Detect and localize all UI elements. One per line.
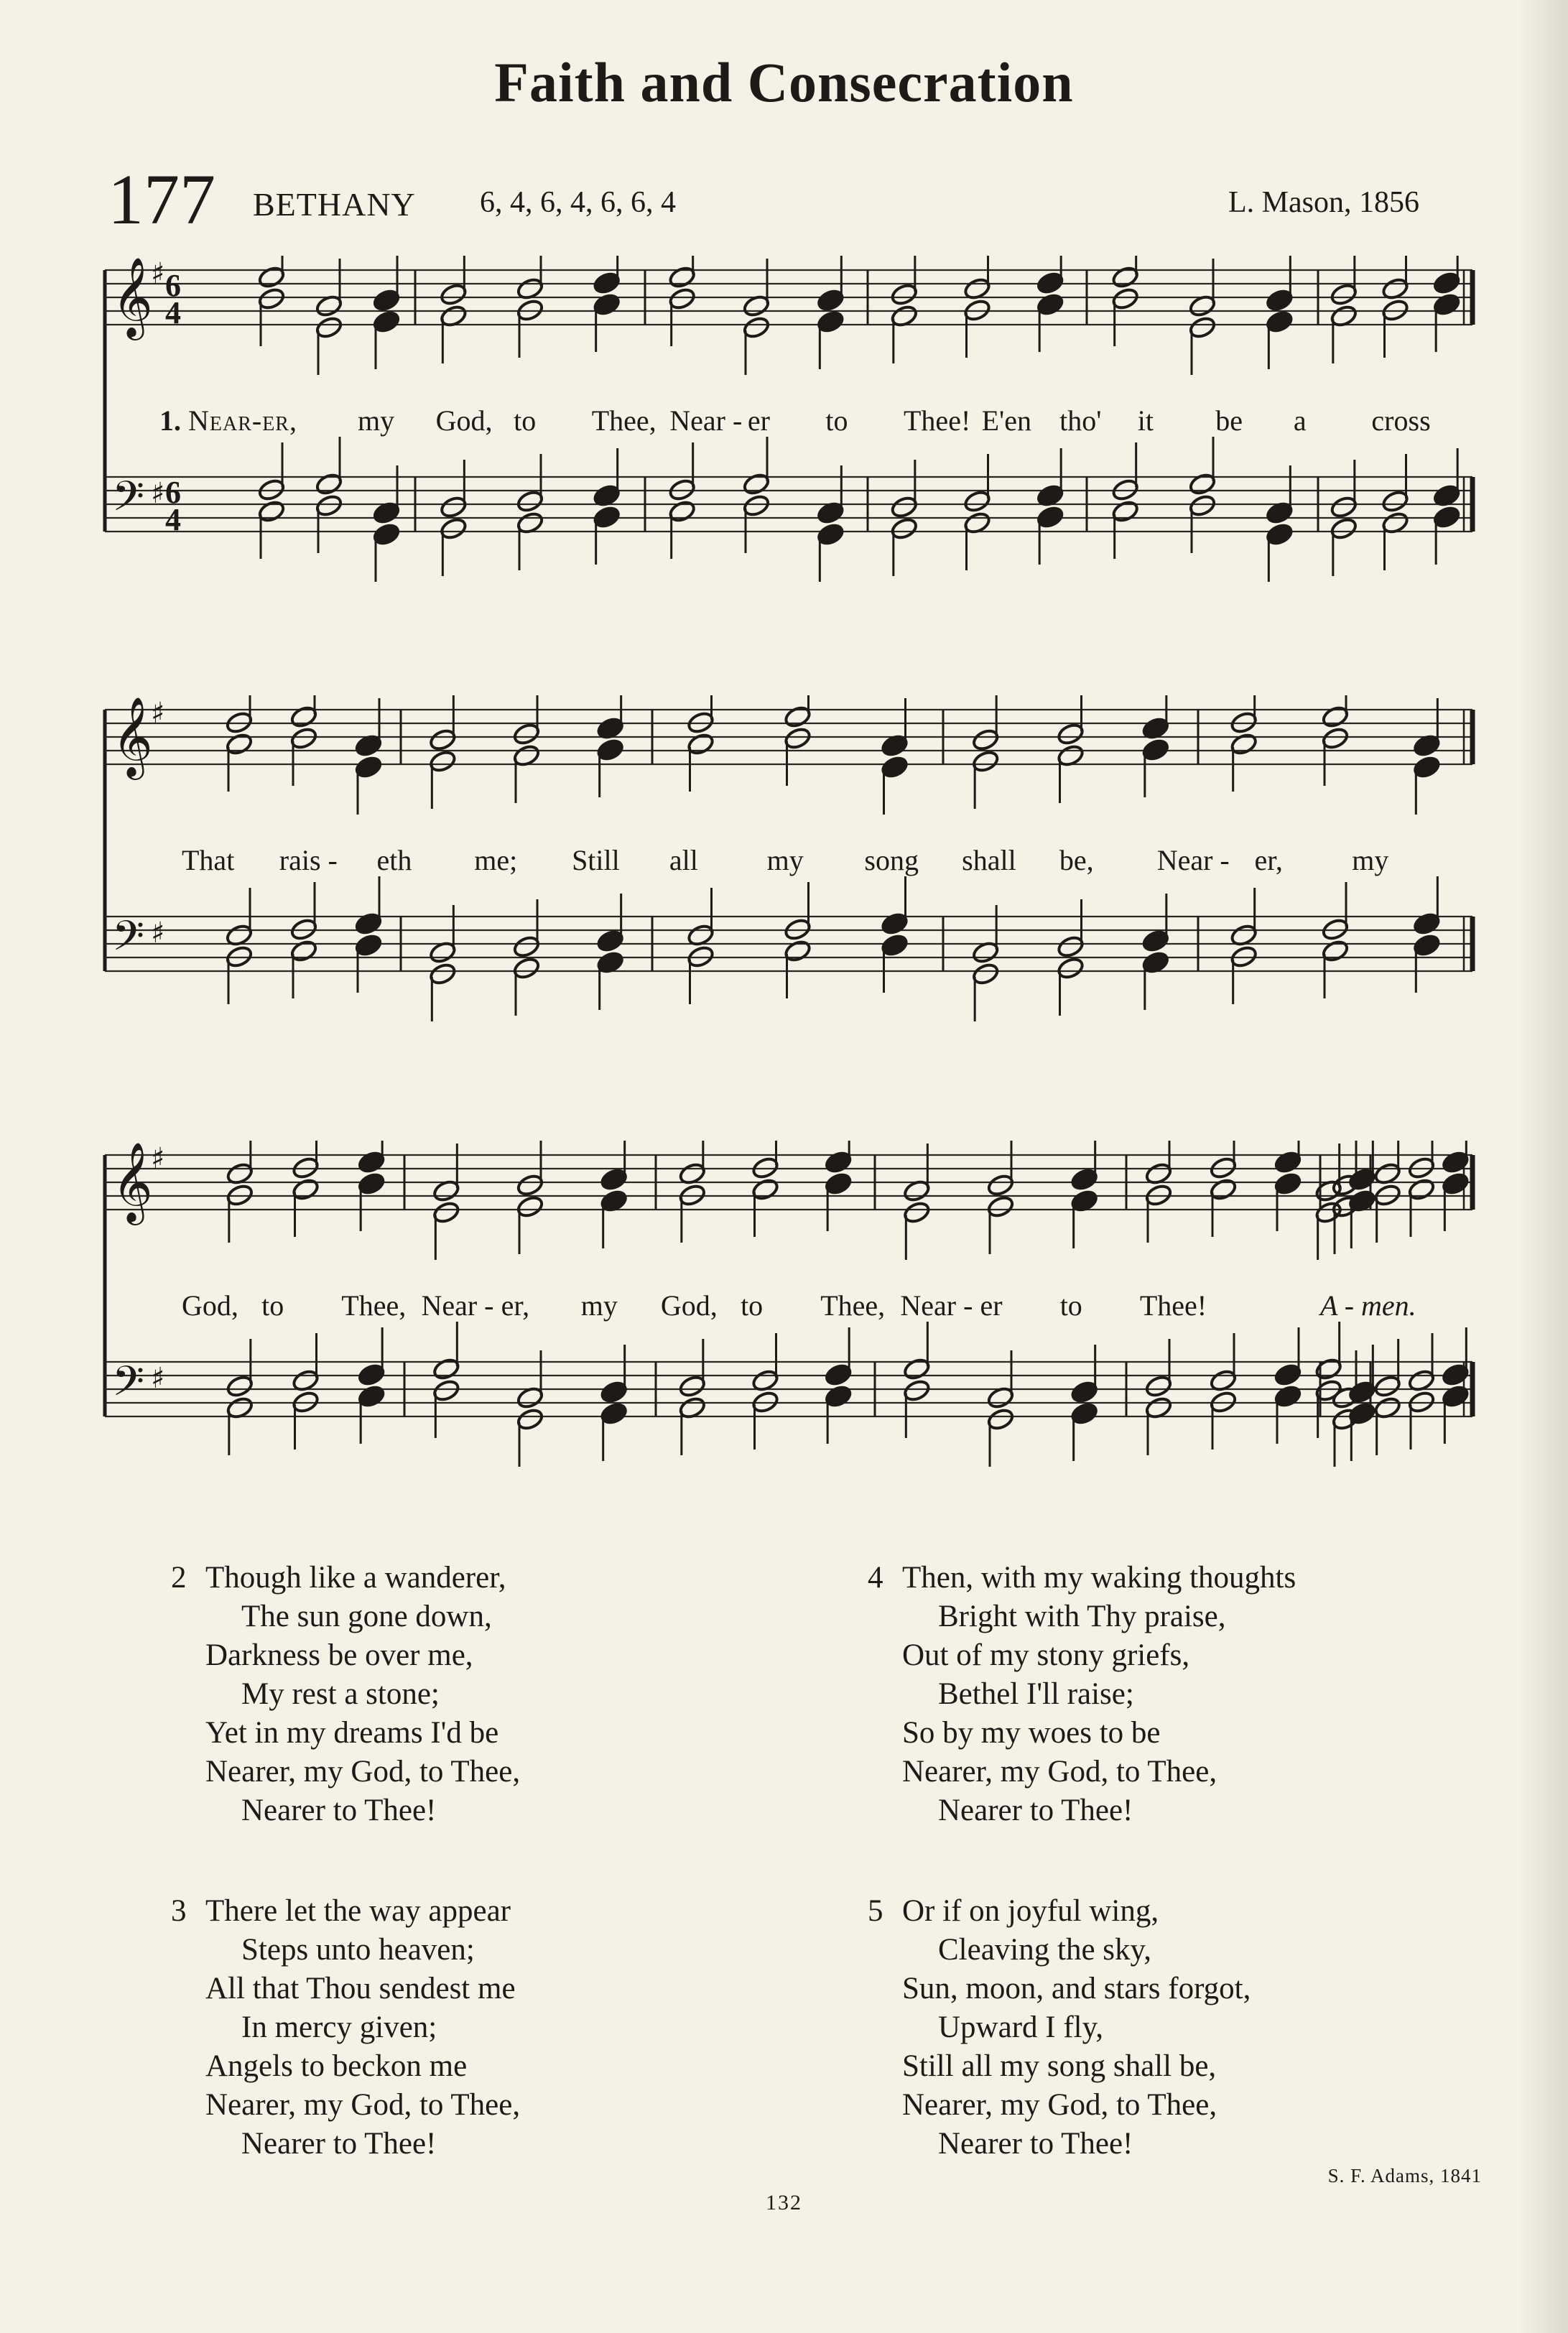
author-credit: S. F. Adams, 1841 xyxy=(1327,2165,1482,2186)
stanza-line: All that Thou sendest me xyxy=(205,1972,516,2005)
stanza-line: Nearer, my God, to Thee, xyxy=(902,1755,1217,1789)
lyric-syllable: my xyxy=(580,1289,618,1322)
lyric-syllable: cross xyxy=(1371,404,1431,437)
page-number: 132 xyxy=(766,2191,802,2214)
lyric-syllable: Thee! xyxy=(904,404,971,437)
stanza-number: 3 xyxy=(171,1894,187,1928)
stanza-line: Nearer, my God, to Thee, xyxy=(205,2088,521,2122)
lyric-syllable: my xyxy=(358,404,395,437)
stanza-line: There let the way appear xyxy=(205,1894,511,1928)
lyric-syllable: be xyxy=(1215,404,1243,437)
stanza-line: Darkness be over me, xyxy=(205,1638,473,1672)
lyric-syllable: to xyxy=(514,404,537,437)
sharp-icon: ♯ xyxy=(151,477,165,510)
verse-number-label: 1. xyxy=(159,404,181,437)
composer-credit: L. Mason, 1856 xyxy=(1228,186,1419,219)
bass-clef-icon: 𝄢 xyxy=(112,472,145,531)
sharp-icon: ♯ xyxy=(151,917,165,950)
verse-number xyxy=(159,404,297,437)
treble-clef-icon: 𝄞 xyxy=(112,1141,153,1222)
lyric-syllable: eth xyxy=(376,844,412,876)
stanza-line: Nearer to Thee! xyxy=(241,2127,437,2161)
stanza-line: The sun gone down, xyxy=(241,1600,492,1633)
treble-clef-icon: 𝄞 xyxy=(112,696,153,776)
stanza-line: Nearer to Thee! xyxy=(938,2127,1133,2161)
lyric-syllable: Near - xyxy=(669,404,743,437)
lyric-syllable: Thee, xyxy=(820,1289,886,1322)
treble-clef-icon: 𝄞 xyxy=(112,256,153,337)
time-signature-top: 6 xyxy=(165,475,181,510)
lyric-syllable: That xyxy=(182,844,235,876)
sharp-icon: ♯ xyxy=(151,1142,165,1175)
stanza-line: Angels to beckon me xyxy=(205,2049,468,2083)
lyric-first-word: Near-er, xyxy=(188,404,297,437)
music-system-3 xyxy=(99,1141,1478,1478)
meter: 6, 4, 6, 4, 6, 6, 4 xyxy=(480,186,676,219)
stanza-line: Nearer, my God, to Thee, xyxy=(205,1755,521,1789)
lyric-syllable: E'en xyxy=(981,404,1031,437)
sharp-icon: ♯ xyxy=(151,1362,165,1395)
sharp-icon: ♯ xyxy=(151,697,165,730)
lyric-syllable: Thee! xyxy=(1139,1289,1207,1322)
bass-clef-icon: 𝄢 xyxy=(112,912,145,970)
stanza-line: Though like a wanderer, xyxy=(205,1561,506,1595)
stanza-line: So by my woes to be xyxy=(902,1716,1161,1750)
lyric-syllable: be, xyxy=(1059,844,1094,876)
lyric-syllable: er, xyxy=(501,1289,530,1322)
stanza-number: 4 xyxy=(868,1561,883,1595)
lyric-syllable: a xyxy=(1293,404,1307,437)
stanza-line: Nearer, my God, to Thee, xyxy=(902,2088,1217,2122)
lyric-syllable: Still xyxy=(572,844,620,876)
lyric-syllable: shall xyxy=(962,844,1016,876)
lyric-syllable: me; xyxy=(474,844,518,876)
stanza-line: Out of my stony griefs, xyxy=(902,1638,1190,1672)
stanza-line: Nearer to Thee! xyxy=(241,1794,437,1827)
lyric-syllable: Thee, xyxy=(591,404,657,437)
stanza-line: Or if on joyful wing, xyxy=(902,1894,1159,1928)
lyric-syllable: Near - xyxy=(900,1289,973,1322)
stanza-2 xyxy=(171,1559,520,1830)
lyric-syllable: God, xyxy=(435,404,493,437)
tune-name: BETHANY xyxy=(253,186,416,223)
lyric-syllable: to xyxy=(1059,1289,1082,1322)
lyric-syllable: it xyxy=(1137,404,1154,437)
lyric-syllable: Near - xyxy=(421,1289,494,1322)
lyric-syllable: er xyxy=(980,1289,1003,1322)
lyric-syllable: Thee, xyxy=(341,1289,407,1322)
stanza-line: Nearer to Thee! xyxy=(938,1794,1133,1827)
stanza-line: My rest a stone; xyxy=(241,1677,440,1711)
lyric-syllable: er, xyxy=(1254,844,1283,876)
lyric-syllable: to xyxy=(741,1289,764,1322)
stanza-line: Sun, moon, and stars forgot, xyxy=(902,1972,1251,2005)
stanza-line: Cleaving the sky, xyxy=(938,1933,1151,1967)
amen-lyric: A - men. xyxy=(1320,1289,1416,1322)
time-signature-bottom: 4 xyxy=(165,295,181,330)
music-system-2 xyxy=(99,695,1478,1033)
lyric-syllable: my xyxy=(1352,844,1389,876)
score-notation-1 xyxy=(99,256,1478,593)
lyric-syllable: to xyxy=(261,1289,284,1322)
lyric-syllable: tho' xyxy=(1059,404,1102,437)
stanza-line: Yet in my dreams I'd be xyxy=(205,1716,499,1750)
music-system-1 xyxy=(99,256,1478,593)
page-edge-shadow xyxy=(1518,0,1568,2333)
stanza-3 xyxy=(171,1892,520,2163)
stanza-line: Upward I fly, xyxy=(938,2010,1104,2044)
time-signature-top: 6 xyxy=(165,268,181,303)
time-signature-bottom: 4 xyxy=(165,502,181,537)
stanza-line: Steps unto heaven; xyxy=(241,1933,475,1967)
stanza-line: Bethel I'll raise; xyxy=(938,1677,1134,1711)
stanza-line: Still all my song shall be, xyxy=(902,2049,1217,2083)
lyric-syllable: all xyxy=(669,844,698,876)
stanza-number: 5 xyxy=(868,1894,883,1928)
stanza-number: 2 xyxy=(171,1561,187,1595)
hymn-number: 177 xyxy=(108,159,215,239)
lyric-syllable: Near - xyxy=(1156,844,1230,876)
lyric-syllable: song xyxy=(864,844,919,876)
lyric-syllable: God, xyxy=(660,1289,718,1322)
lyric-syllable: my xyxy=(766,844,804,876)
stanza-5 xyxy=(868,1892,1251,2163)
lyric-syllable: er xyxy=(747,404,770,437)
lyric-syllable: rais - xyxy=(279,844,338,876)
sharp-icon: ♯ xyxy=(151,257,165,290)
lyric-syllable: God, xyxy=(182,1289,238,1322)
stanza-line: Then, with my waking thoughts xyxy=(902,1561,1296,1595)
stanza-line: Bright with Thy praise, xyxy=(938,1600,1226,1633)
stanza-line: In mercy given; xyxy=(241,2010,437,2044)
score-notation-3 xyxy=(99,1141,1478,1478)
stanza-4 xyxy=(868,1559,1296,1830)
bass-clef-icon: 𝄢 xyxy=(112,1357,145,1416)
section-title: Faith and Consecration xyxy=(494,51,1074,113)
lyric-syllable: to xyxy=(825,404,848,437)
